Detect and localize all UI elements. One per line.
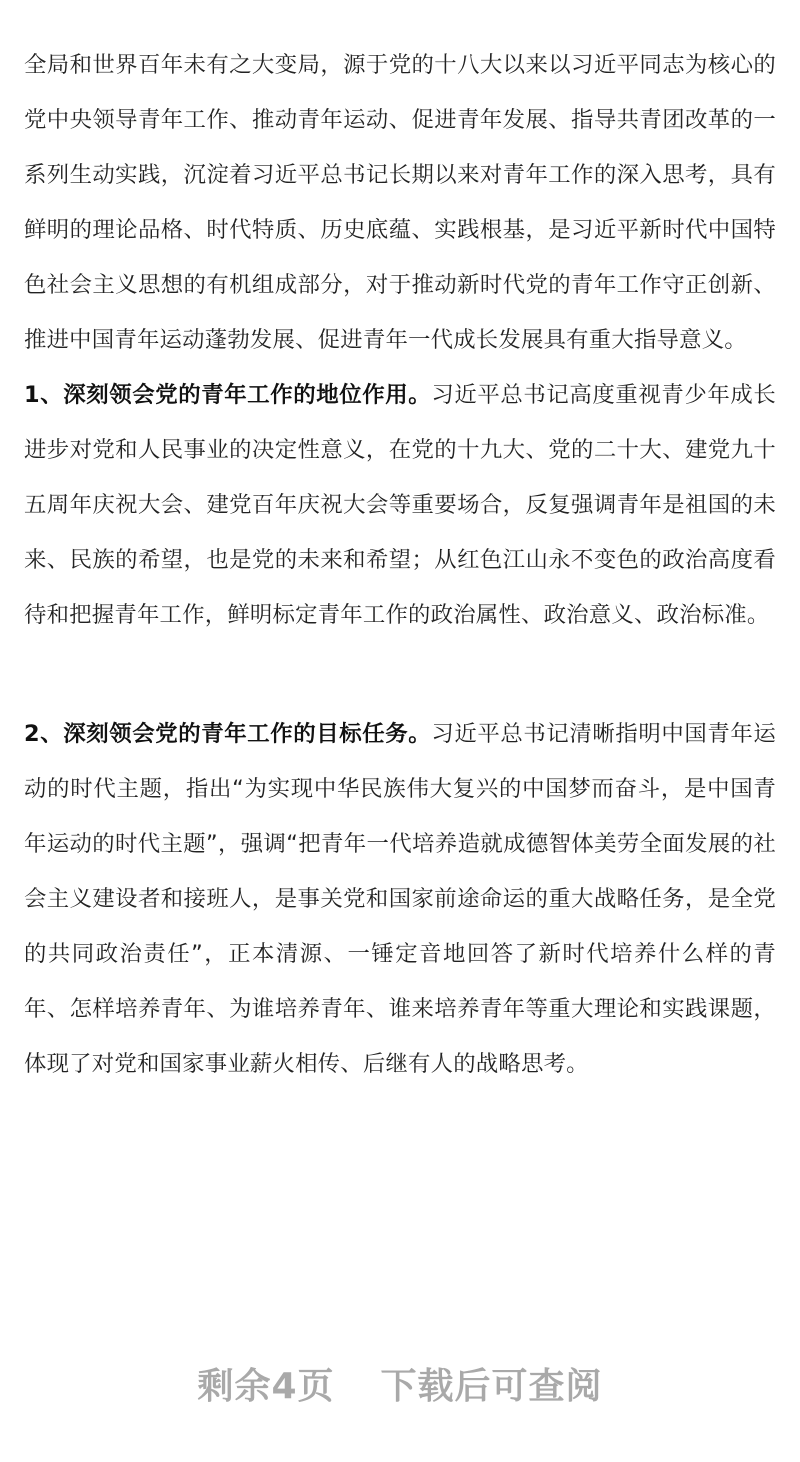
- document-body: [24, 38, 776, 1092]
- section-1-body: 习近平总书记高度重视青少年成长进步对党和人民事业的决定性意义，在党的十九大、党的二十大、建党九十五周年庆祝大会、建党百年庆祝大会等重要场合，反复强调青年是祖国的未来、民族的希望，也是党的未来和希望；从红色江山永不变色的政治高度看待和把握青年工作，鲜明标定青年工作的政治属性、政治意义、政治标准。: [24, 382, 776, 628]
- section-2-body: 习近平总书记清晰指明中国青年运动的时代主题，指出“为实现中华民族伟大复兴的中国梦而奋斗，是中国青年运动的时代主题”，强调“把青年一代培养造就成德智体美劳全面发展的社会主义建设者和接班人，是事关党和国家前途命运的重大战略任务，是全党的共同政治责任”，正本清源、一锤定音地回答了新时代培养什么样的青年、怎样培养青年、为谁培养青年、谁来培养青年等重大理论和实践课题，体现了对党和国家事业薪火相传、后继有人的战略思考。: [24, 721, 776, 1077]
- section-1-heading: 1、深刻领会党的青年工作的地位作用。: [24, 382, 432, 408]
- section-2-paragraph: [24, 707, 776, 1092]
- intro-paragraph: 全局和世界百年未有之大变局，源于党的十八大以来以习近平同志为核心的党中央领导青年工作、推动青年运动、促进青年发展、指导共青团改革的一系列生动实践，沉淀着习近平总书记长期以来对青年工作的深入思考，具有鲜明的理论品格、时代特质、历史底蕴、实践根基，是习近平新时代中国特色社会主义思想的有机组成部分，对于推动新时代党的青年工作守正创新、推进中国青年运动蓬勃发展、促进青年一代成长发展具有重大指导意义。: [24, 52, 776, 353]
- section-1-paragraph: [24, 368, 776, 643]
- section-gap: [24, 643, 776, 707]
- remaining-pages-label: 剩余4页: [197, 1366, 335, 1407]
- download-prompt[interactable]: [0, 1358, 800, 1409]
- download-to-view-label: 下载后可查阅: [380, 1366, 603, 1407]
- section-2-heading: 2、深刻领会党的青年工作的目标任务。: [24, 721, 432, 747]
